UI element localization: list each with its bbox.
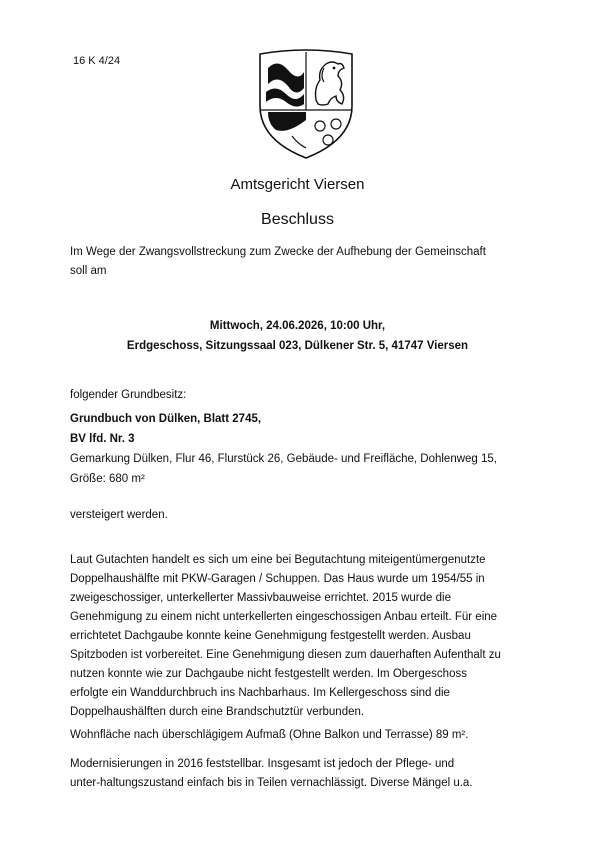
appointment-block xyxy=(0,316,595,356)
file-number: 16 K 4/24 xyxy=(73,55,121,67)
description-line: Doppelhaushälften durch eine Brandschutztür verbunden. xyxy=(70,706,365,718)
description-paragraph xyxy=(70,551,540,722)
intro-text xyxy=(70,243,530,281)
coat-of-arms-crest xyxy=(258,48,354,160)
auction-phrase: versteigert werden. xyxy=(70,509,168,521)
document-title: Beschluss xyxy=(261,211,334,228)
intro-line-2: soll am xyxy=(70,265,107,277)
description-line: Spitzboden ist vorbereitet. Eine Genehmigung diesen zum dauerhaften Aufenthalt zu xyxy=(70,649,501,661)
description-line: Genehmigung zu einem nicht unterkellerten eingeschossigen Anbau erteilt. Für eine xyxy=(70,611,498,623)
description-line: nutzen konnte wie zur Dachgaube nicht festgestellt werden. Im Obergeschoss xyxy=(70,668,467,680)
property-size: Größe: 680 m² xyxy=(70,473,145,485)
modernization-line: unter-haltungszustand einfach bis in Teilen vernachlässigt. Diverse Mängel u.a. xyxy=(70,777,473,789)
gemarkung-entry: Gemarkung Dülken, Flur 46, Flurstück 26, Gebäude- und Freifläche, Dohlenweg 15, xyxy=(70,453,497,465)
court-name: Amtsgericht Viersen xyxy=(230,176,365,193)
property-intro: folgender Grundbesitz: xyxy=(70,389,187,401)
appointment-date-time: Mittwoch, 24.06.2026, 10:00 Uhr, xyxy=(209,320,386,332)
description-line: Doppelhaushälfte mit PKW-Garagen / Schuppen. Das Haus wurde um 1954/55 in xyxy=(70,573,485,585)
living-area: Wohnfläche nach überschlägigem Aufmaß (Ohne Balkon und Terrasse) 89 m². xyxy=(70,729,469,741)
modernization-paragraph xyxy=(70,755,540,793)
description-line: zweigeschossiger, unterkellerter Massivbauweise errichtet. 2015 wurde die xyxy=(70,592,451,604)
modernization-line: Modernisierungen in 2016 feststellbar. Insgesamt ist jedoch der Pflege- und xyxy=(70,758,455,770)
bv-number: BV lfd. Nr. 3 xyxy=(70,433,135,445)
appointment-location: Erdgeschoss, Sitzungssaal 023, Dülkener Str. 5, 41747 Viersen xyxy=(126,340,469,352)
property-block xyxy=(70,409,540,489)
description-line: Laut Gutachten handelt es sich um eine bei Begutachtung miteigentümergenutzte xyxy=(70,554,486,566)
description-line: erfolgte ein Wanddurchbruch ins Nachbarhaus. Im Kellergeschoss sind die xyxy=(70,687,450,699)
description-line: errichtetet Dachgaube konnte keine Genehmigung festgestellt werden. Ausbau xyxy=(70,630,471,642)
intro-line-1: Im Wege der Zwangsvollstreckung zum Zwecke der Aufhebung der Gemeinschaft xyxy=(70,246,486,258)
grundbuch-entry: Grundbuch von Dülken, Blatt 2745, xyxy=(70,413,262,425)
